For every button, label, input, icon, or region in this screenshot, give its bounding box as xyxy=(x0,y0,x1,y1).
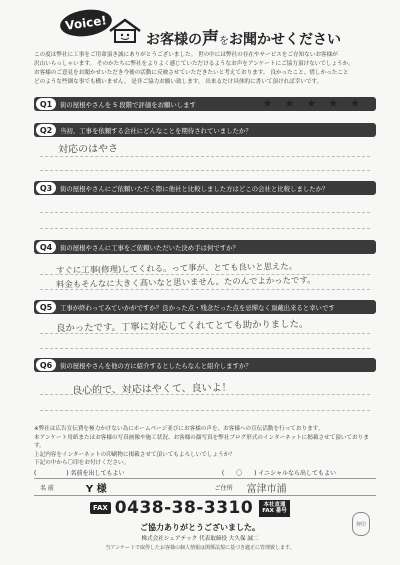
answer-line xyxy=(40,348,370,349)
option-paren: ( xyxy=(221,470,225,477)
address-value: 富津市浦 xyxy=(246,483,287,495)
title-big: 声 xyxy=(202,29,219,49)
star-icon: ★ xyxy=(350,97,360,110)
answer-line xyxy=(40,170,370,171)
answer-line xyxy=(40,289,370,290)
hq-line: 本社直通 xyxy=(263,501,286,508)
question-text: 工事が終わってみていかがですか？良かった点・残念だった点を忌憚なく頂戴出来ると幸いです xyxy=(60,303,335,312)
option-mark: 〇 xyxy=(236,470,243,477)
question-header-q3 xyxy=(34,181,376,195)
option-paren: ) xyxy=(254,470,257,477)
answer-line xyxy=(40,410,370,411)
option-label: イニシャルなら出してもよい xyxy=(258,470,336,477)
intro-line: お客様のご意見をお聞かせいただき今後の活動に反映させていただきたいと考えております。 良かったこと、惜しかったこと xyxy=(34,70,349,76)
company-name: 株式会社シェアテック 代表取締役 大久保 誠二 xyxy=(141,536,259,542)
question-text: 街の屋根やさんに工事をご依頼いただいた決め手は何ですか？ xyxy=(60,243,239,252)
intro-line: この度は弊社に工事をご用命頂き誠にありがとうございました。 世の中には弊社の存在やサービスをご存知ないお客様が xyxy=(34,52,338,58)
question-text: 街の屋根やさんにご依頼いただく際に他社と比較しました方はどこの会社と比較しましたか？ xyxy=(60,184,329,193)
intro-text xyxy=(34,51,374,87)
intro-line: 沢山いらっしゃいます。 そのかたちに弊社をよりよく感じていただけるようなお声をアンケートにご協力頂けないでしょうか。 xyxy=(34,61,354,67)
question-header-q1 xyxy=(34,97,376,111)
answer-q4-line2: 料金もそんなに大きく高いなと思いません。たのんでよかったです。 xyxy=(55,274,316,290)
answer-line xyxy=(40,228,370,229)
page-title xyxy=(146,24,341,49)
option-paren: ) xyxy=(66,470,69,477)
thanks-message: ご協力ありがとうございました。 xyxy=(140,523,260,532)
note-line: ※弊社は広告宣伝費を極力かけない為にホームページ並びにお客様の声を、お客様への宣伝活動を行っております。 xyxy=(34,426,324,432)
question-number: Q1 xyxy=(36,98,56,110)
hq-fax-badge xyxy=(259,500,290,517)
question-text: 街の屋根やさんを 5 段階で評価をお願いします xyxy=(60,100,196,109)
question-header-q6 xyxy=(34,358,376,372)
rating-stars xyxy=(263,97,360,110)
fax-block xyxy=(90,498,290,518)
name-label: 名 前 xyxy=(40,484,54,492)
question-header-q5 xyxy=(34,300,376,314)
title-suffix: お聞かせください xyxy=(229,32,341,48)
fax-number: 0438-38-3310 xyxy=(114,498,254,518)
question-number: Q6 xyxy=(36,359,56,371)
answer-line xyxy=(40,394,370,395)
customer-info-row xyxy=(34,478,376,496)
answer-q6: 良心的で、対応はやくて、良いよ！ xyxy=(71,382,232,397)
name-value: Y 様 xyxy=(85,483,107,495)
option-label: 名前を出してもよい xyxy=(70,470,125,477)
note-line: 本アンケート用紙またはお客様の写真画像や施工状況、お客様の顔写真を弊社ブログ形式のインターネットに掲載させて頂いております。 xyxy=(34,434,369,449)
note-line: 上記内容をインターネットの印刷物に掲載させて頂いてもよろしいでしょうか？ xyxy=(34,451,235,458)
answer-line xyxy=(40,274,370,275)
star-icon: ★ xyxy=(328,97,339,110)
answer-line xyxy=(40,156,370,157)
voice-badge: Voice! xyxy=(58,7,113,40)
option-name-ok[interactable] xyxy=(34,468,124,477)
star-icon: ★ xyxy=(262,97,273,110)
question-number: Q3 xyxy=(36,182,56,194)
option-paren: ( xyxy=(34,470,37,477)
fax-badge: FAX xyxy=(90,502,111,514)
answer-q5: 良かったです。丁寧に対応してくれてとても助かりました。 xyxy=(55,318,309,335)
question-header-q2 xyxy=(34,123,376,137)
question-header-q4 xyxy=(34,240,376,254)
answer-line xyxy=(40,212,370,213)
privacy-disclaimer: 当アンケートで取得したお客様の個人情報は関係法規に基づき適正に管理致します。 xyxy=(105,545,295,551)
star-icon: ★ xyxy=(306,97,317,110)
hq-line: FAX 番号 xyxy=(262,508,287,514)
question-text: 街の屋根やさんを他の方に紹介するとしたらなんと紹介しますか？ xyxy=(60,361,252,370)
seal-stamp: 押印 xyxy=(352,512,370,536)
title-prefix: お客様の xyxy=(146,32,202,48)
answer-line xyxy=(40,333,370,334)
answer-q4: すぐに工事(修理)してくれる。って事が、とても良いと思えた。 xyxy=(55,260,298,276)
question-number: Q4 xyxy=(36,241,56,253)
publication-notes xyxy=(34,425,374,468)
answer-q2: 対応のはやさ xyxy=(57,143,119,156)
publication-options xyxy=(34,468,376,477)
address-label: ご住所 xyxy=(214,484,233,492)
star-icon: ★ xyxy=(284,97,295,110)
note-line: 下記の中から〇印をお付けください。 xyxy=(34,460,130,466)
intro-line: どのような些細な事でも構いません。 是非ご協力お願い致します。 出来るだけ具体的に書いて頂ければ幸いです。 xyxy=(34,79,323,85)
title-small: を xyxy=(219,36,229,47)
question-number: Q5 xyxy=(36,301,56,313)
house-icon xyxy=(108,18,142,44)
question-text: 当初、工事を依頼する会社にどんなことを期待されていましたか？ xyxy=(60,126,252,135)
option-initial-ok[interactable] xyxy=(222,468,336,477)
question-number: Q2 xyxy=(36,124,56,136)
